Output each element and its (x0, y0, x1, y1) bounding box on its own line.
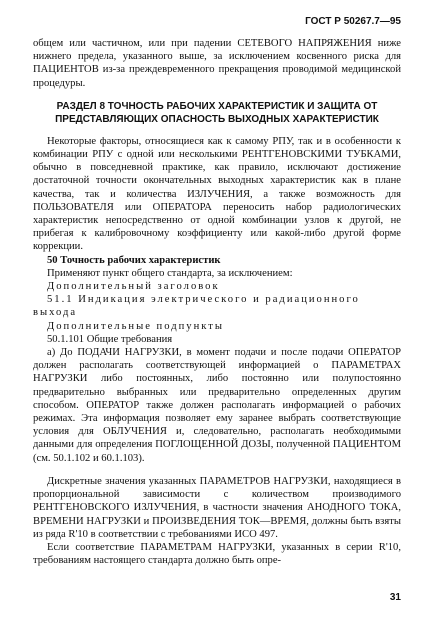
page-number: 31 (389, 592, 401, 603)
clause-50-1-101: 50.1.101 Общие требования (47, 333, 173, 345)
additional-subclauses: Дополнительные подпункты (47, 320, 225, 332)
paragraph-continuation: общем или частичном, или при падении СЕТЕВОГО НАПРЯЖЕНИЯ ниже нижнего предела, указанного выше, за исключением косвенного риска для ПАЦИЕНТОВ из-за преждевременного прекращения проводимой медицинской процедуры. (33, 38, 401, 89)
paragraph-a: а) До ПОДАЧИ НАГРУЗКИ, в момент подачи и после подачи ОПЕРАТОР должен располагать соответствующей информацией о ПАРАМЕТРАХ НАГРУЗКИ либо постоянных, либо постоянно или полупостоянно предварительно выбранных или предварительно определенных другим способом. ОПЕРАТОР также должен располагать информацией о рабочих режимах. Эта информация позволяет ему заранее выбрать соответствующие условия для ОБЛУЧЕНИЯ и, следовательно, располагать необходимыми данными для определения ПОГЛОЩЕННОЙ ДОЗЫ, полученной ПАЦИЕНТОМ (см. 50.1.102 и 60.1.103). (33, 347, 401, 464)
page-body (33, 37, 401, 567)
section-title: РАЗДЕЛ 8 ТОЧНОСТЬ РАБОЧИХ ХАРАКТЕРИСТИК И ЗАЩИТА ОТ ПРЕДСТАВЛЯЮЩИХ ОПАСНОСТЬ ВЫХОДНЫХ ХАРАКТЕРИСТИК (55, 100, 379, 125)
paragraph-compliance: Если соответствие ПАРАМЕТРАМ НАГРУЗКИ, указанных в серии R'10, требованиям настоящего стандарта должно быть опре- (33, 541, 401, 567)
paragraph-discrete-values: Дискретные значения указанных ПАРАМЕТРОВ НАГРУЗКИ, находящиеся в пропорциональной зависимости с количеством производимого РЕНТГЕНОВСКОГО ИЗЛУЧЕНИЯ, в частности значения АНОДНОГО ТОКА, ВРЕМЕНИ НАГРУЗКИ и ПРОИЗВЕДЕНИЯ ТОК—ВРЕМЯ, должны быть взяты из ряда R'10 в соответствии с требованиями ИСО 497. (33, 475, 401, 540)
additional-heading: Дополнительный заголовок (47, 281, 220, 293)
document-header: ГОСТ Р 50267.7—95 (305, 16, 401, 27)
paragraph-applies: Применяют пункт общего стандарта, за исключением: (47, 267, 293, 279)
clause-50-title: 50 Точность рабочих характеристик (47, 254, 221, 266)
clause-51-1: 51.1 Индикация электрического и радиационного выхода (33, 294, 360, 319)
paragraph-intro: Некоторые факторы, относящиеся как к самому РПУ, так и в особенности к комбинации РПУ с одной или несколькими РЕНТГЕНОВСКИМИ ТУБКАМИ, обычно в повседневной практике, как правило, исключают достижение достаточной точности окончательных выходных характеристик как в плане качества, так и количества ИЗЛУЧЕНИЯ, а также возможность для ПОЛЬЗОВАТЕЛЯ или ОПЕРАТОРА переносить набор радиологических характеристик непосредственно от одной комбинации узлов к другой, не прибегая к калибровочному коэффициенту или какой-либо другой форме коррекции. (33, 135, 401, 253)
